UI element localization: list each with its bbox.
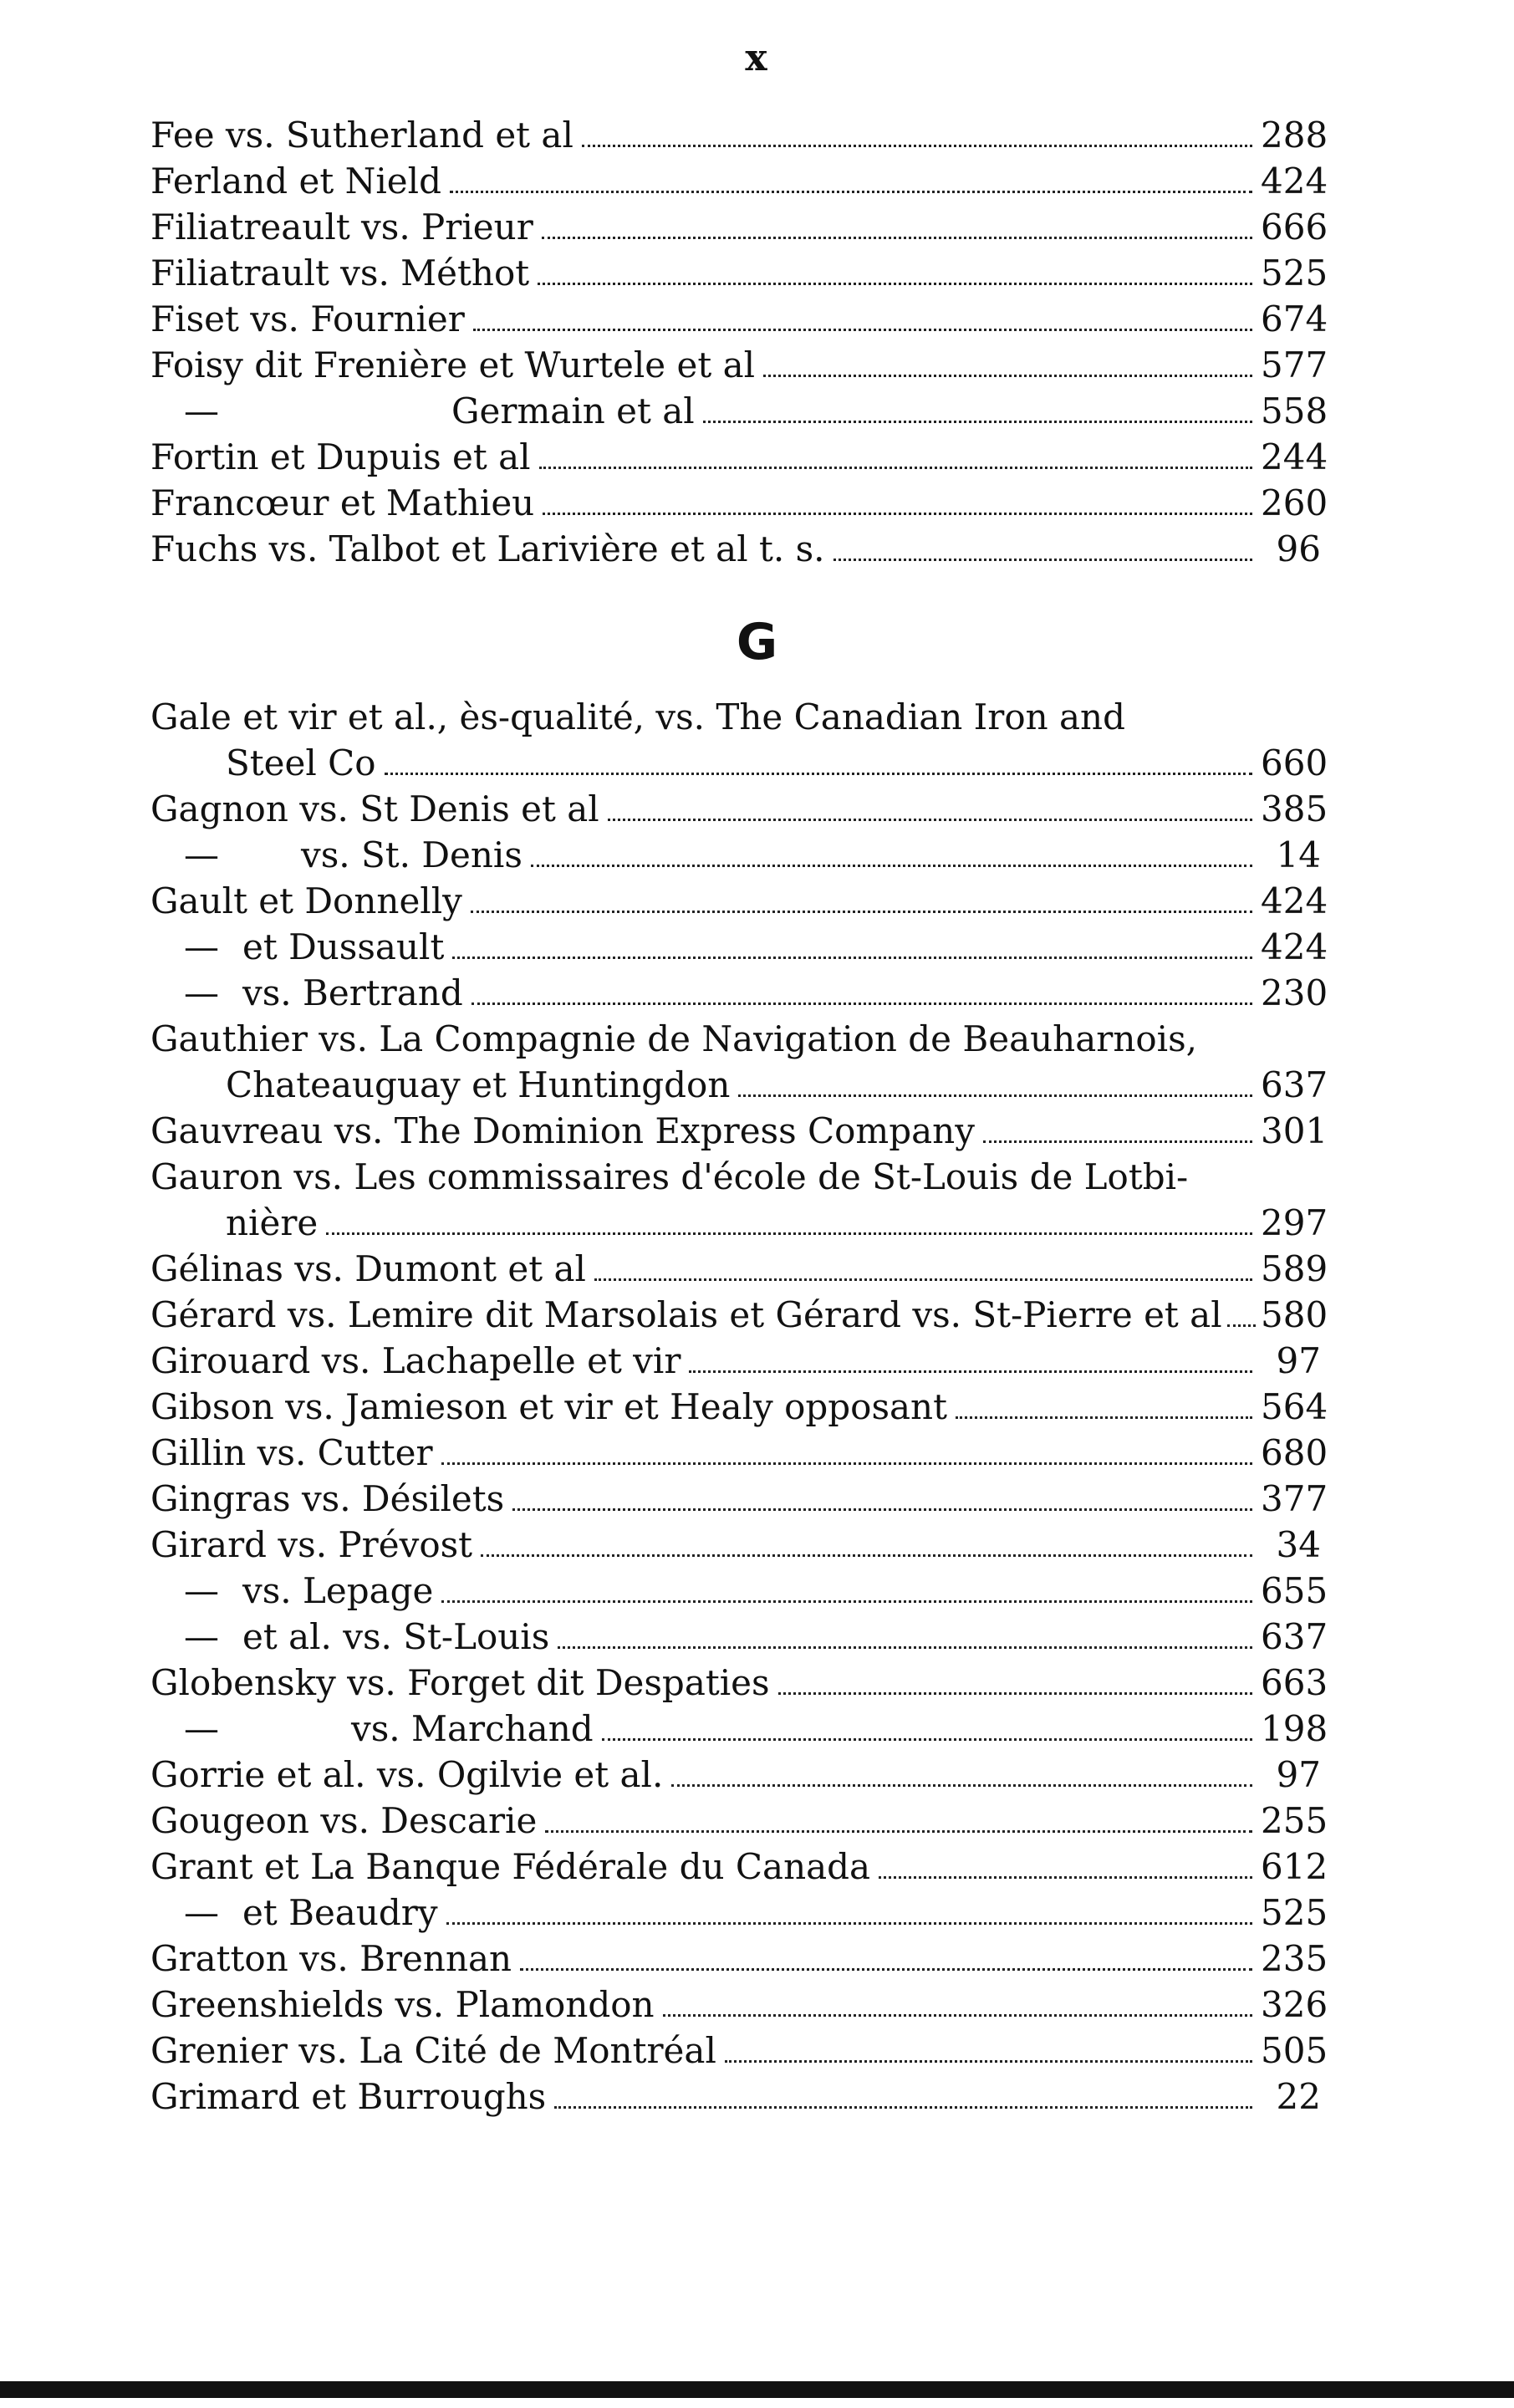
entry-name: Gingras vs. Désilets — [150, 1478, 505, 1519]
entry-page: 244 — [1261, 436, 1328, 477]
index-entry — [150, 2028, 1328, 2074]
index-subentry — [150, 1568, 1328, 1614]
dot-leader — [983, 1140, 1252, 1143]
index-entry — [150, 480, 1328, 526]
entry-page: 235 — [1261, 1938, 1328, 1979]
entry-name-line2: Chateauguay et Huntingdon — [226, 1064, 731, 1105]
dot-leader — [441, 1600, 1252, 1603]
entry-page: 424 — [1261, 880, 1328, 921]
dot-leader — [450, 191, 1252, 193]
index-entry — [150, 204, 1328, 250]
index-entry — [150, 158, 1328, 204]
entry-name: Gauvreau vs. The Dominion Express Company — [150, 1110, 975, 1151]
entry-page: 558 — [1261, 390, 1328, 431]
entry-page: 663 — [1261, 1662, 1328, 1703]
bottom-edge-rule — [0, 2381, 1514, 2398]
dot-leader — [472, 1002, 1252, 1005]
section-letter: G — [736, 613, 778, 671]
entry-page: 612 — [1261, 1846, 1328, 1887]
ditto-dash: — — [184, 390, 219, 431]
dot-leader — [539, 467, 1252, 469]
entry-page: 97 — [1276, 1754, 1321, 1795]
entry-name: Globensky vs. Forget dit Despaties — [150, 1662, 770, 1703]
page-number: x — [745, 37, 769, 79]
index-entry — [150, 434, 1328, 480]
ditto-dash: — — [184, 926, 219, 967]
entry-name — [184, 1568, 433, 1614]
entry-name: Fortin et Dupuis et al — [150, 436, 531, 477]
entry-name-line2: nière — [226, 1202, 319, 1243]
entry-name: Gagnon vs. St Denis et al — [150, 788, 599, 829]
dot-leader — [879, 1876, 1252, 1879]
ditto-dash: — — [184, 1616, 219, 1657]
entry-continuation — [150, 1200, 1328, 1246]
index-subentry — [150, 1890, 1328, 1936]
entry-name: Ferland et Nield — [150, 161, 441, 202]
dot-leader — [778, 1692, 1252, 1695]
entry-page: 666 — [1261, 207, 1328, 247]
entry-name: Gorrie et al. vs. Ogilvie et al. — [150, 1754, 664, 1795]
dot-leader — [473, 329, 1252, 331]
entry-page: 505 — [1261, 2030, 1328, 2071]
dot-leader — [663, 2014, 1252, 2017]
dot-leader — [545, 1830, 1252, 1833]
ditto-dash: — — [184, 972, 219, 1013]
dot-leader — [594, 1278, 1252, 1281]
entry-page: 297 — [1261, 1202, 1328, 1243]
entry-name — [184, 1890, 438, 1936]
dot-leader — [738, 1094, 1252, 1097]
entry-page: 96 — [1276, 528, 1321, 569]
entry-text: et al. vs. St-Louis — [242, 1616, 550, 1657]
entry-page: 14 — [1276, 834, 1321, 875]
index-entry-multiline — [150, 694, 1328, 786]
index-subentry — [150, 970, 1328, 1016]
index-section-f — [150, 112, 1328, 572]
index-entry — [150, 1108, 1328, 1154]
entry-page: 385 — [1261, 788, 1328, 829]
index-entry — [150, 1384, 1328, 1430]
index-entry — [150, 1430, 1328, 1476]
entry-page: 288 — [1261, 115, 1328, 156]
entry-name-line2: Steel Co — [226, 742, 376, 783]
entry-page: 424 — [1261, 161, 1328, 202]
dot-leader — [554, 2106, 1252, 2109]
entry-text: vs. Marchand — [351, 1708, 594, 1749]
entry-name: Gibson vs. Jamieson et vir et Healy opposant — [150, 1386, 947, 1427]
entry-name: Fuchs vs. Talbot et Larivière et al t. s. — [150, 528, 825, 569]
entry-name: Gillin vs. Cutter — [150, 1432, 433, 1473]
index-subentry — [150, 924, 1328, 970]
entry-page: 674 — [1261, 298, 1328, 339]
index-entry — [150, 1338, 1321, 1384]
ditto-dash: — — [184, 834, 219, 875]
index-entry — [150, 1844, 1328, 1890]
entry-page: 525 — [1261, 253, 1328, 293]
entry-name: Francœur et Mathieu — [150, 482, 535, 523]
entry-continuation — [150, 1062, 1328, 1108]
entry-name — [184, 1614, 549, 1660]
index-entry-multiline — [150, 1154, 1328, 1246]
entry-name: Girouard vs. Lachapelle et vir — [150, 1340, 681, 1381]
entry-page: 637 — [1261, 1064, 1328, 1105]
index-entry — [150, 1292, 1328, 1338]
index-subentry — [150, 1706, 1328, 1752]
dot-leader — [326, 1232, 1252, 1235]
dot-leader — [725, 2060, 1252, 2063]
entry-text: et Dussault — [242, 926, 445, 967]
index-entry — [150, 1936, 1328, 1982]
dot-leader — [452, 957, 1252, 959]
entry-page: 589 — [1261, 1248, 1328, 1289]
dot-leader — [531, 865, 1252, 867]
index-entry — [150, 1798, 1328, 1844]
dot-leader — [538, 283, 1252, 285]
entry-name: Fee vs. Sutherland et al — [150, 115, 573, 156]
index-entry — [150, 526, 1321, 572]
dot-leader — [582, 145, 1252, 147]
index-entry — [150, 296, 1328, 342]
entry-text: vs. Bertrand — [242, 972, 463, 1013]
index-subentry — [150, 832, 1321, 878]
dot-leader — [763, 375, 1252, 377]
entry-page: 655 — [1261, 1570, 1328, 1611]
index-entry — [150, 1982, 1328, 2028]
dot-leader — [602, 1738, 1252, 1741]
index-entry — [150, 1476, 1328, 1522]
entry-name: Gault et Donnelly — [150, 880, 462, 921]
dot-leader — [833, 559, 1253, 561]
index-entry — [150, 1752, 1321, 1798]
entry-continuation — [150, 740, 1328, 786]
index-entry — [150, 250, 1328, 296]
entry-page: 34 — [1276, 1524, 1321, 1565]
index-entry — [150, 2074, 1321, 2120]
dot-leader — [671, 1784, 1252, 1787]
dot-leader — [471, 911, 1252, 913]
entry-text: vs. St. Denis — [301, 834, 523, 875]
index-subentry — [150, 388, 1328, 434]
index-entry — [150, 112, 1328, 158]
entry-name: Fiset vs. Fournier — [150, 298, 465, 339]
entry-name: Grimard et Burroughs — [150, 2076, 547, 2117]
dot-leader — [385, 773, 1252, 775]
entry-name: Gratton vs. Brennan — [150, 1938, 512, 1979]
entry-name-line1: Gale et vir et al., ès-qualité, vs. The Canadian Iron and — [150, 696, 1125, 737]
entry-page: 577 — [1261, 344, 1328, 385]
entry-page: 424 — [1261, 926, 1328, 967]
entry-page: 660 — [1261, 742, 1328, 783]
dot-leader — [441, 1462, 1252, 1465]
dot-leader — [608, 819, 1252, 821]
entry-text: et Beaudry — [242, 1892, 438, 1933]
dot-leader — [481, 1554, 1252, 1557]
entry-page: 680 — [1261, 1432, 1328, 1473]
dot-leader — [542, 237, 1252, 239]
entry-name: Foisy dit Frenière et Wurtele et al — [150, 344, 756, 385]
index-entry — [150, 1522, 1321, 1568]
index-entry — [150, 342, 1328, 388]
entry-name — [184, 970, 463, 1016]
entry-page: 22 — [1276, 2076, 1321, 2117]
entry-name — [184, 1706, 594, 1752]
entry-text: vs. Lepage — [242, 1570, 434, 1611]
entry-name: Girard vs. Prévost — [150, 1524, 473, 1565]
entry-name: Gélinas vs. Dumont et al — [150, 1248, 586, 1289]
ditto-dash: — — [184, 1708, 219, 1749]
dot-leader — [520, 1968, 1252, 1971]
dot-leader — [558, 1646, 1252, 1649]
index-entry — [150, 1660, 1328, 1706]
index-entry-multiline — [150, 1016, 1328, 1108]
dot-leader — [689, 1370, 1252, 1373]
entry-name — [184, 832, 523, 878]
dot-leader — [1227, 1324, 1256, 1327]
entry-page: 637 — [1261, 1616, 1328, 1657]
dot-leader — [703, 421, 1252, 423]
entry-name: Grenier vs. La Cité de Montréal — [150, 2030, 716, 2071]
entry-name: Filiatreault vs. Prieur — [150, 207, 533, 247]
entry-page: 564 — [1261, 1386, 1328, 1427]
dot-leader — [956, 1416, 1252, 1419]
entry-page: 198 — [1261, 1708, 1328, 1749]
entry-name-line1: Gauron vs. Les commissaires d'école de St-Louis de Lotbi- — [150, 1156, 1189, 1197]
entry-name — [184, 388, 695, 434]
ditto-dash: — — [184, 1570, 219, 1611]
entry-name: Filiatrault vs. Méthot — [150, 253, 530, 293]
entry-page: 301 — [1261, 1110, 1328, 1151]
entry-name — [184, 924, 444, 970]
dot-leader — [512, 1508, 1252, 1511]
index-entry — [150, 1246, 1328, 1292]
entry-page: 97 — [1276, 1340, 1321, 1381]
entry-name-line1: Gauthier vs. La Compagnie de Navigation de Beauharnois, — [150, 1018, 1198, 1059]
index-subentry — [150, 1614, 1328, 1660]
dot-leader — [543, 513, 1252, 515]
entry-name: Gérard vs. Lemire dit Marsolais et Gérard vs. St-Pierre et al — [150, 1294, 1222, 1335]
dot-leader — [446, 1922, 1252, 1925]
index-section-g — [150, 694, 1328, 2120]
entry-text: Germain et al — [451, 390, 695, 431]
entry-page: 260 — [1261, 482, 1328, 523]
entry-name: Greenshields vs. Plamondon — [150, 1984, 655, 2025]
index-entry — [150, 878, 1328, 924]
ditto-dash: — — [184, 1892, 219, 1933]
entry-name: Grant et La Banque Fédérale du Canada — [150, 1846, 871, 1887]
entry-page: 326 — [1261, 1984, 1328, 2025]
entry-page: 255 — [1261, 1800, 1328, 1841]
entry-page: 525 — [1261, 1892, 1328, 1933]
entry-page: 580 — [1261, 1294, 1328, 1335]
index-entry — [150, 786, 1328, 832]
entry-name: Gougeon vs. Descarie — [150, 1800, 538, 1841]
entry-page: 230 — [1261, 972, 1328, 1013]
entry-page: 377 — [1261, 1478, 1328, 1519]
